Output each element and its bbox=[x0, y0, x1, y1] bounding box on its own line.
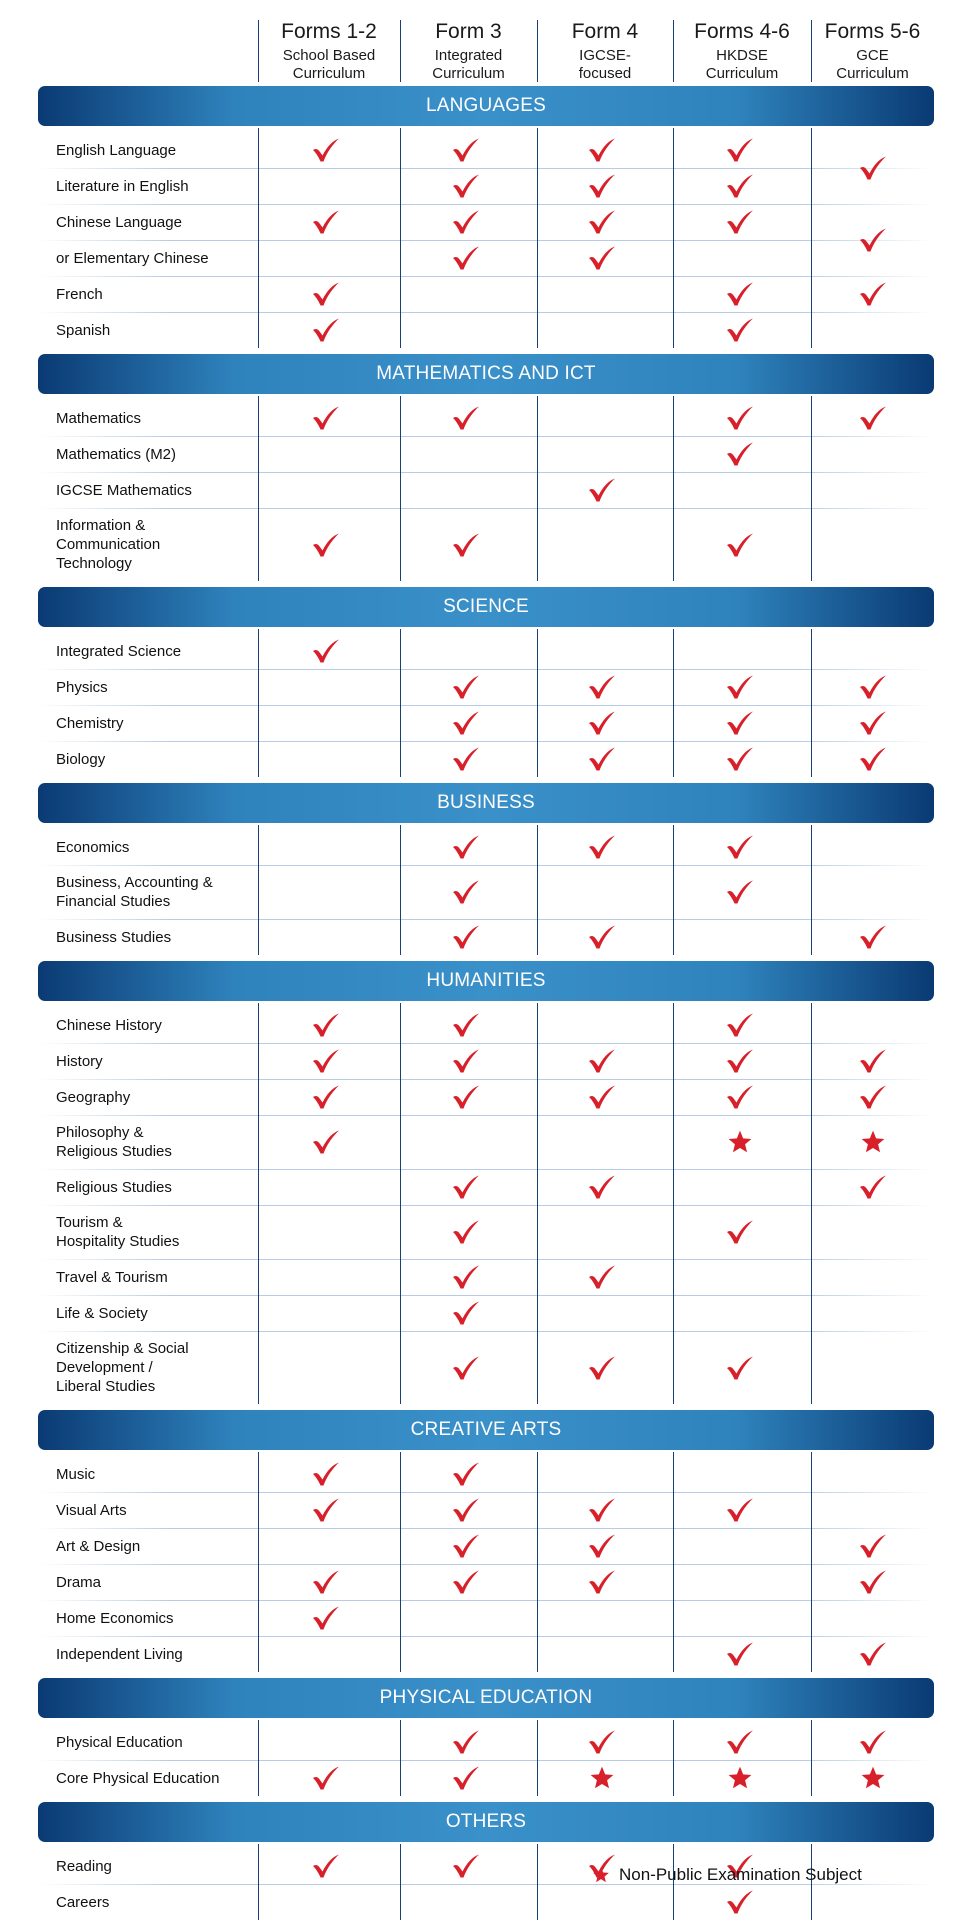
grid-line bbox=[400, 128, 401, 348]
star-icon bbox=[727, 1765, 753, 1791]
grid-line bbox=[258, 20, 259, 82]
subject-label: Core Physical Education bbox=[56, 1769, 220, 1787]
check-icon bbox=[587, 1729, 617, 1755]
column-header-subtitle: Integrated bbox=[434, 47, 503, 64]
check-icon bbox=[451, 879, 481, 905]
section-header: SCIENCE bbox=[38, 587, 934, 627]
check-icon bbox=[451, 1174, 481, 1200]
grid-line bbox=[400, 1844, 401, 1920]
grid-line bbox=[811, 1452, 812, 1672]
row-divider bbox=[38, 919, 934, 920]
grid-line bbox=[400, 825, 401, 955]
check-icon bbox=[311, 638, 341, 664]
check-icon bbox=[587, 209, 617, 235]
check-icon bbox=[311, 281, 341, 307]
grid-line bbox=[811, 1720, 812, 1796]
check-icon bbox=[587, 1497, 617, 1523]
grid-line bbox=[400, 1003, 401, 1404]
subject-label: Business, Accounting & Financial Studies bbox=[56, 874, 213, 910]
star-icon bbox=[592, 1866, 610, 1884]
section-header: OTHERS bbox=[38, 1802, 934, 1842]
subject-label: Citizenship & Social Development / Liberal Studies bbox=[56, 1340, 189, 1395]
column-header-title: Forms 1-2 bbox=[281, 20, 377, 43]
check-icon bbox=[311, 1048, 341, 1074]
row-divider bbox=[38, 472, 934, 473]
row-divider bbox=[38, 240, 934, 241]
check-icon bbox=[311, 1605, 341, 1631]
row-divider bbox=[38, 1295, 934, 1296]
subject-label: Integrated Science bbox=[56, 642, 182, 660]
subject-label: Physics bbox=[56, 678, 108, 696]
grid-line bbox=[673, 1720, 674, 1796]
grid-line bbox=[400, 396, 401, 581]
grid-line bbox=[400, 20, 401, 82]
check-icon bbox=[451, 532, 481, 558]
grid-line bbox=[673, 128, 674, 348]
subject-label: Chinese Language bbox=[56, 213, 182, 231]
check-icon bbox=[858, 1174, 888, 1200]
check-icon bbox=[451, 173, 481, 199]
section-header: HUMANITIES bbox=[38, 961, 934, 1001]
grid-line bbox=[537, 825, 538, 955]
check-icon bbox=[858, 1641, 888, 1667]
check-icon bbox=[587, 1174, 617, 1200]
check-icon bbox=[451, 1264, 481, 1290]
check-icon bbox=[587, 710, 617, 736]
check-icon bbox=[725, 1355, 755, 1381]
check-icon bbox=[451, 1012, 481, 1038]
section-header: BUSINESS bbox=[38, 783, 934, 823]
check-icon bbox=[311, 317, 341, 343]
subject-label: Physical Education bbox=[56, 1733, 183, 1751]
column-header-subtitle: IGCSE- bbox=[579, 47, 631, 64]
row-divider bbox=[38, 168, 934, 169]
grid-line bbox=[537, 1003, 538, 1404]
grid-line bbox=[258, 629, 259, 777]
check-icon bbox=[587, 1264, 617, 1290]
check-icon bbox=[725, 1889, 755, 1915]
check-icon bbox=[311, 1129, 341, 1155]
check-icon bbox=[725, 1084, 755, 1110]
row-divider bbox=[38, 1600, 934, 1601]
row-divider bbox=[38, 312, 934, 313]
subject-label: Chemistry bbox=[56, 714, 124, 732]
subject-label: Spanish bbox=[56, 321, 111, 339]
column-header-subtitle: Curriculum bbox=[432, 65, 505, 82]
check-icon bbox=[858, 227, 888, 253]
check-icon bbox=[725, 746, 755, 772]
grid-line bbox=[673, 20, 674, 82]
column-header-title: Form 4 bbox=[571, 20, 639, 43]
star-icon bbox=[589, 1765, 615, 1791]
subject-label: Biology bbox=[56, 750, 106, 768]
check-icon bbox=[725, 1641, 755, 1667]
column-header-subtitle: Curriculum bbox=[292, 65, 366, 82]
column-header-title: Form 3 bbox=[435, 20, 502, 43]
check-icon bbox=[451, 674, 481, 700]
subject-label: Mathematics bbox=[56, 409, 142, 427]
check-icon bbox=[725, 1048, 755, 1074]
star-icon bbox=[860, 1765, 886, 1791]
grid-line bbox=[811, 825, 812, 955]
row-divider bbox=[38, 436, 934, 437]
grid-line bbox=[673, 1003, 674, 1404]
check-icon bbox=[587, 1355, 617, 1381]
subject-label: IGCSE Mathematics bbox=[56, 481, 192, 499]
subject-label: History bbox=[56, 1052, 103, 1070]
grid-line bbox=[400, 1452, 401, 1672]
check-icon bbox=[725, 1219, 755, 1245]
check-icon bbox=[587, 746, 617, 772]
check-icon bbox=[451, 834, 481, 860]
grid-line bbox=[258, 1452, 259, 1672]
row-divider bbox=[38, 1205, 934, 1206]
grid-line bbox=[673, 825, 674, 955]
check-icon bbox=[587, 1533, 617, 1559]
check-icon bbox=[725, 1012, 755, 1038]
check-icon bbox=[725, 209, 755, 235]
check-icon bbox=[451, 1219, 481, 1245]
check-icon bbox=[311, 1765, 341, 1791]
check-icon bbox=[451, 1355, 481, 1381]
subject-label: Economics bbox=[56, 838, 130, 856]
subject-label: Geography bbox=[56, 1088, 131, 1106]
subject-label: Music bbox=[56, 1465, 96, 1483]
check-icon bbox=[587, 137, 617, 163]
check-icon bbox=[311, 209, 341, 235]
column-header-subtitle: GCE bbox=[856, 47, 889, 64]
row-divider bbox=[38, 1492, 934, 1493]
grid-line bbox=[258, 1720, 259, 1796]
check-icon bbox=[451, 924, 481, 950]
grid-line bbox=[673, 1452, 674, 1672]
subject-label: or Elementary Chinese bbox=[56, 249, 209, 267]
subject-label: Independent Living bbox=[56, 1645, 183, 1663]
check-icon bbox=[725, 834, 755, 860]
check-icon bbox=[858, 674, 888, 700]
check-icon bbox=[587, 1084, 617, 1110]
row-divider bbox=[38, 276, 934, 277]
check-icon bbox=[858, 1084, 888, 1110]
check-icon bbox=[311, 137, 341, 163]
subject-label: Philosophy & Religious Studies bbox=[56, 1124, 172, 1160]
check-icon bbox=[587, 173, 617, 199]
section-header: MATHEMATICS AND ICT bbox=[38, 354, 934, 394]
section-header: PHYSICAL EDUCATION bbox=[38, 1678, 934, 1718]
subject-label: Business Studies bbox=[56, 928, 172, 946]
check-icon bbox=[311, 1012, 341, 1038]
subject-label: Art & Design bbox=[56, 1537, 141, 1555]
check-icon bbox=[587, 245, 617, 271]
check-icon bbox=[858, 281, 888, 307]
check-icon bbox=[858, 1569, 888, 1595]
column-header-title: Forms 5-6 bbox=[824, 20, 921, 43]
check-icon bbox=[311, 405, 341, 431]
star-icon bbox=[727, 1129, 753, 1155]
check-icon bbox=[725, 281, 755, 307]
subject-label: Tourism & Hospitality Studies bbox=[56, 1214, 180, 1250]
grid-line bbox=[537, 20, 538, 82]
check-icon bbox=[725, 173, 755, 199]
row-divider bbox=[38, 1079, 934, 1080]
column-header-subtitle: Curriculum bbox=[836, 65, 909, 82]
check-icon bbox=[451, 746, 481, 772]
row-divider bbox=[38, 865, 934, 866]
section-header: LANGUAGES bbox=[38, 86, 934, 126]
check-icon bbox=[587, 674, 617, 700]
column-header-title: Forms 4-6 bbox=[694, 20, 790, 43]
check-icon bbox=[725, 137, 755, 163]
check-icon bbox=[451, 1084, 481, 1110]
row-divider bbox=[38, 741, 934, 742]
check-icon bbox=[587, 834, 617, 860]
grid-line bbox=[537, 128, 538, 348]
grid-line bbox=[258, 1844, 259, 1920]
row-divider bbox=[38, 1259, 934, 1260]
grid-line bbox=[258, 396, 259, 581]
subject-label: Home Economics bbox=[56, 1609, 174, 1627]
check-icon bbox=[451, 245, 481, 271]
grid-line bbox=[811, 629, 812, 777]
check-icon bbox=[311, 532, 341, 558]
row-divider bbox=[38, 1115, 934, 1116]
subject-label: Literature in English bbox=[56, 177, 189, 195]
check-icon bbox=[587, 477, 617, 503]
subject-label: Mathematics (M2) bbox=[56, 445, 177, 463]
check-icon bbox=[451, 710, 481, 736]
subject-label: Chinese History bbox=[56, 1016, 162, 1034]
grid-line bbox=[537, 629, 538, 777]
check-icon bbox=[311, 1853, 341, 1879]
check-icon bbox=[311, 1461, 341, 1487]
row-divider bbox=[38, 1564, 934, 1565]
check-icon bbox=[725, 710, 755, 736]
column-header-subtitle: focused bbox=[578, 65, 632, 82]
check-icon bbox=[451, 1569, 481, 1595]
subject-label: English Language bbox=[56, 141, 177, 159]
grid-line bbox=[811, 396, 812, 581]
subject-label: Religious Studies bbox=[56, 1178, 172, 1196]
row-divider bbox=[38, 1169, 934, 1170]
grid-line bbox=[537, 396, 538, 581]
check-icon bbox=[451, 405, 481, 431]
legend-text: Non-Public Examination Subject bbox=[619, 1865, 862, 1884]
row-divider bbox=[38, 508, 934, 509]
check-icon bbox=[858, 1533, 888, 1559]
grid-line bbox=[811, 1003, 812, 1404]
subject-label: Careers bbox=[56, 1893, 110, 1911]
check-icon bbox=[451, 1497, 481, 1523]
check-icon bbox=[725, 441, 755, 467]
row-divider bbox=[38, 705, 934, 706]
check-icon bbox=[451, 1765, 481, 1791]
subject-label: Information & Communication Technology bbox=[56, 517, 161, 572]
row-divider bbox=[38, 1331, 934, 1332]
grid-line bbox=[400, 1720, 401, 1796]
check-icon bbox=[451, 1853, 481, 1879]
grid-line bbox=[811, 20, 812, 82]
check-icon bbox=[725, 317, 755, 343]
check-icon bbox=[451, 1048, 481, 1074]
check-icon bbox=[858, 1729, 888, 1755]
grid-line bbox=[673, 629, 674, 777]
subject-label: Drama bbox=[56, 1573, 102, 1591]
check-icon bbox=[725, 532, 755, 558]
check-icon bbox=[725, 879, 755, 905]
column-header-subtitle: HKDSE bbox=[716, 47, 768, 64]
grid-line bbox=[673, 396, 674, 581]
grid-line bbox=[537, 1844, 538, 1920]
check-icon bbox=[587, 1569, 617, 1595]
check-icon bbox=[587, 1048, 617, 1074]
grid-line bbox=[537, 1720, 538, 1796]
check-icon bbox=[725, 1497, 755, 1523]
column-header-subtitle: School Based bbox=[282, 47, 376, 64]
row-divider bbox=[38, 1636, 934, 1637]
check-icon bbox=[451, 1729, 481, 1755]
grid-line bbox=[258, 1003, 259, 1404]
row-divider bbox=[38, 669, 934, 670]
check-icon bbox=[451, 1533, 481, 1559]
check-icon bbox=[725, 1729, 755, 1755]
grid-line bbox=[811, 128, 812, 348]
row-divider bbox=[38, 204, 934, 205]
subject-label: Visual Arts bbox=[56, 1501, 127, 1519]
subject-label: Reading bbox=[56, 1857, 112, 1875]
check-icon bbox=[451, 1300, 481, 1326]
check-icon bbox=[858, 746, 888, 772]
subject-label: Life & Society bbox=[56, 1304, 148, 1322]
check-icon bbox=[587, 924, 617, 950]
check-icon bbox=[725, 674, 755, 700]
check-icon bbox=[858, 710, 888, 736]
section-header: CREATIVE ARTS bbox=[38, 1410, 934, 1450]
star-icon bbox=[860, 1129, 886, 1155]
subject-label: French bbox=[56, 285, 103, 303]
check-icon bbox=[451, 209, 481, 235]
check-icon bbox=[858, 155, 888, 181]
check-icon bbox=[725, 405, 755, 431]
subject-label: Travel & Tourism bbox=[56, 1268, 168, 1286]
row-divider bbox=[38, 1528, 934, 1529]
check-icon bbox=[451, 1461, 481, 1487]
grid-line bbox=[400, 629, 401, 777]
check-icon bbox=[311, 1497, 341, 1523]
grid-line bbox=[258, 825, 259, 955]
check-icon bbox=[311, 1084, 341, 1110]
check-icon bbox=[858, 924, 888, 950]
grid-line bbox=[537, 1452, 538, 1672]
check-icon bbox=[451, 137, 481, 163]
check-icon bbox=[858, 1048, 888, 1074]
grid-line bbox=[258, 128, 259, 348]
check-icon bbox=[858, 405, 888, 431]
row-divider bbox=[38, 1760, 934, 1761]
column-header-subtitle: Curriculum bbox=[705, 65, 779, 82]
legend bbox=[592, 1865, 862, 1885]
check-icon bbox=[311, 1569, 341, 1595]
row-divider bbox=[38, 1043, 934, 1044]
